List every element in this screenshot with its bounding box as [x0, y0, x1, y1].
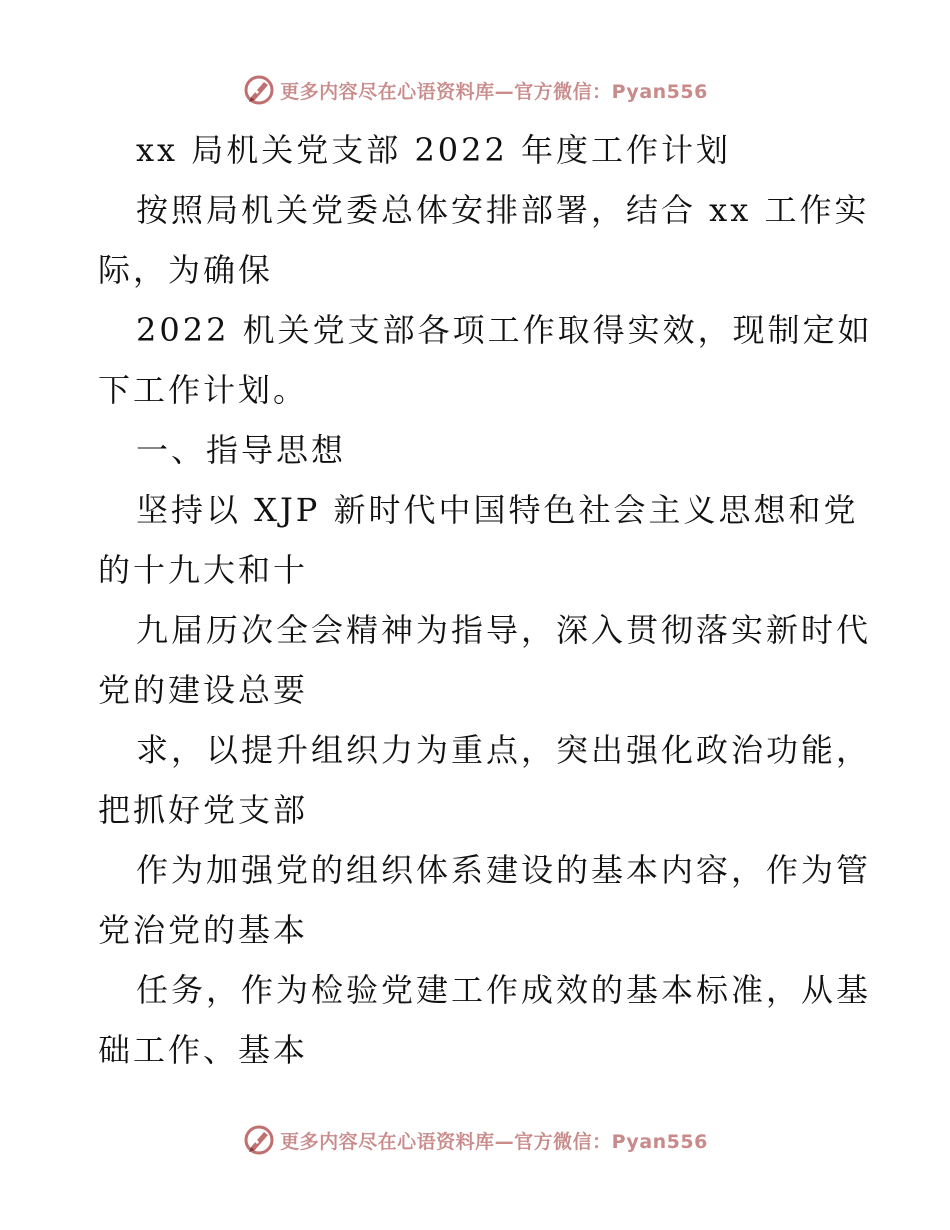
paragraph-line: 党的建设总要 — [98, 671, 309, 709]
watermark-text: 更多内容尽在心语资料库—官方微信：Pyan556 — [280, 1130, 708, 1153]
paragraph-line: 任务，作为检验党建工作成效的基本标准，从基 — [136, 971, 872, 1009]
section-heading: 一、指导思想 — [136, 431, 347, 469]
paragraph-line: 2022 机关党支部各项工作取得实效，现制定如 — [136, 311, 873, 349]
document-body — [98, 122, 873, 1082]
watermark-banner-bottom — [0, 1120, 950, 1160]
paragraph-line: 作为加强党的组织体系建设的基本内容，作为管 — [136, 851, 872, 889]
paragraph-line: 的十九大和十 — [98, 551, 309, 589]
paragraph-line: 按照局机关党委总体安排部署，结合 xx 工作实 — [136, 191, 870, 229]
paragraph-line: 求，以提升组织力为重点，突出强化政治功能， — [136, 731, 872, 769]
watermark-text: 更多内容尽在心语资料库—官方微信：Pyan556 — [280, 80, 708, 103]
paragraph-line: 际，为确保 — [98, 251, 274, 289]
watermark-banner-top — [0, 70, 950, 110]
paragraph-line: 础工作、基本 — [98, 1031, 309, 1069]
paragraph-line: 坚持以 XJP 新时代中国特色社会主义思想和党 — [136, 491, 859, 529]
paragraph-line: 党治党的基本 — [98, 911, 309, 949]
paragraph-line: 下工作计划。 — [98, 371, 309, 409]
pen-seal-icon — [242, 73, 276, 107]
paragraph-line: 九届历次全会精神为指导，深入贯彻落实新时代 — [136, 611, 872, 649]
document-title: xx 局机关党支部 2022 年度工作计划 — [136, 131, 732, 169]
pen-seal-icon — [242, 1123, 276, 1157]
paragraph-line: 把抓好党支部 — [98, 791, 309, 829]
